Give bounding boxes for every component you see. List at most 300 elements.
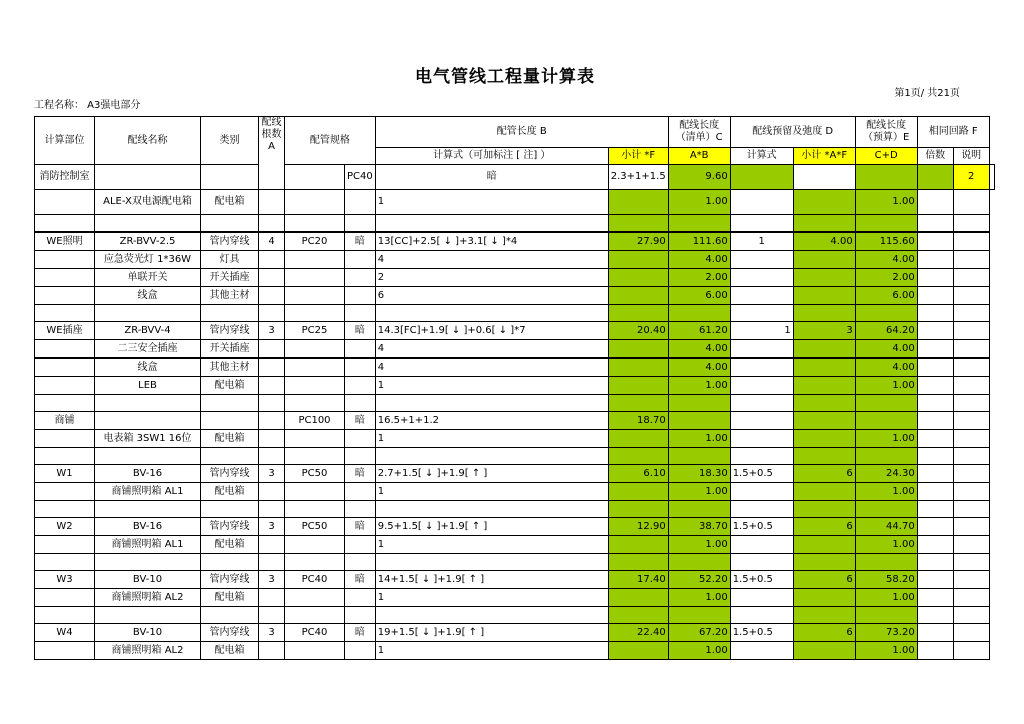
cell-formula: 2.3+1+1.5 bbox=[608, 165, 668, 190]
cell-formula: 13[CC]+2.5[ ↓ ]+3.1[ ↓ ]*4 bbox=[375, 232, 608, 251]
cell-type bbox=[201, 395, 259, 412]
cell-dept bbox=[35, 190, 95, 215]
header-same-circuit: 相同回路 F bbox=[917, 117, 989, 148]
cell-axb: 6.00 bbox=[668, 287, 730, 305]
table-row bbox=[35, 358, 995, 377]
page-number: 第1页/ 共21页 bbox=[894, 88, 960, 99]
cell-reserve-formula bbox=[730, 430, 793, 448]
cell-dept bbox=[35, 501, 95, 518]
cell-name: 线盒 bbox=[95, 358, 201, 377]
cell-reserve-sub: 4.00 bbox=[793, 232, 855, 251]
cell-note bbox=[953, 430, 989, 448]
cell-reserve-formula bbox=[730, 287, 793, 305]
cell-note bbox=[953, 395, 989, 412]
cell-note bbox=[953, 340, 989, 359]
cell-reserve-sub bbox=[793, 430, 855, 448]
table-row bbox=[35, 340, 995, 359]
cell-type: 管内穿线 bbox=[201, 465, 259, 483]
cell-count bbox=[259, 305, 285, 322]
cell-cpd bbox=[855, 215, 917, 233]
cell-reserve-formula bbox=[730, 607, 793, 624]
cell-dept: W4 bbox=[35, 624, 95, 642]
cell-cpd: 73.20 bbox=[855, 624, 917, 642]
cell-subtotal-f bbox=[608, 607, 668, 624]
cell-note bbox=[953, 483, 989, 501]
cell-count bbox=[259, 377, 285, 395]
cell-multiple bbox=[917, 483, 953, 501]
table-row bbox=[35, 554, 995, 571]
cell-axb: 1.00 bbox=[668, 642, 730, 660]
cell-subtotal-f bbox=[608, 305, 668, 322]
cell-multiple bbox=[917, 448, 953, 465]
cell-note bbox=[953, 358, 989, 377]
header-subtotal-f: 小计 *F bbox=[608, 148, 668, 165]
table-row bbox=[35, 536, 995, 554]
cell-subtotal-f: 27.90 bbox=[608, 232, 668, 251]
cell-spec bbox=[285, 305, 345, 322]
cell-type bbox=[201, 305, 259, 322]
cell-reserve-formula: 1 bbox=[730, 322, 793, 340]
cell-an bbox=[345, 377, 376, 395]
cell-reserve-formula bbox=[730, 483, 793, 501]
cell-dept bbox=[35, 607, 95, 624]
cell-subtotal-f bbox=[608, 340, 668, 359]
cell-count bbox=[259, 607, 285, 624]
cell-dept bbox=[35, 358, 95, 377]
cell-spec bbox=[285, 536, 345, 554]
cell-reserve-formula: 1.5+0.5 bbox=[730, 465, 793, 483]
cell-axb bbox=[668, 607, 730, 624]
cell-name bbox=[95, 448, 201, 465]
table-row bbox=[35, 269, 995, 287]
cell-count: 3 bbox=[259, 624, 285, 642]
header-dept: 计算部位 bbox=[35, 117, 95, 165]
table-row bbox=[35, 465, 995, 483]
cell-count bbox=[259, 340, 285, 359]
cell-dept bbox=[35, 251, 95, 269]
cell-count bbox=[285, 165, 345, 190]
cell-count bbox=[259, 269, 285, 287]
cell-spec: PC50 bbox=[285, 518, 345, 536]
cell-spec bbox=[285, 190, 345, 215]
cell-name: BV-16 bbox=[95, 465, 201, 483]
cell-axb: 52.20 bbox=[668, 571, 730, 589]
cell-cpd: 2.00 bbox=[855, 269, 917, 287]
cell-count bbox=[259, 536, 285, 554]
cell-count bbox=[259, 448, 285, 465]
cell-dept bbox=[35, 377, 95, 395]
cell-type bbox=[201, 215, 259, 233]
cell-note bbox=[953, 305, 989, 322]
cell-subtotal-f bbox=[608, 501, 668, 518]
cell-axb bbox=[668, 554, 730, 571]
cell-reserve-sub bbox=[793, 190, 855, 215]
cell-axb bbox=[668, 395, 730, 412]
cell-name bbox=[95, 165, 201, 190]
table-row bbox=[35, 571, 995, 589]
cell-multiple bbox=[917, 287, 953, 305]
table-row bbox=[35, 430, 995, 448]
header-multiple: 倍数 bbox=[917, 148, 953, 165]
cell-formula: 1 bbox=[375, 430, 608, 448]
cell-reserve-sub bbox=[793, 269, 855, 287]
header-reserve-sub: 小计 *A*F bbox=[793, 148, 855, 165]
cell-reserve-sub bbox=[793, 554, 855, 571]
cell-reserve-formula bbox=[730, 269, 793, 287]
cell-reserve-formula bbox=[730, 190, 793, 215]
header-reserve-formula: 计算式 bbox=[730, 148, 793, 165]
cell-cpd: 1.00 bbox=[855, 430, 917, 448]
cell-reserve-sub bbox=[793, 589, 855, 607]
cell-axb: 1.00 bbox=[668, 190, 730, 215]
header-type: 类别 bbox=[201, 117, 259, 165]
table-row bbox=[35, 518, 995, 536]
cell-reserve-sub bbox=[793, 536, 855, 554]
cell-multiple bbox=[917, 518, 953, 536]
cell-reserve-sub bbox=[855, 165, 917, 190]
cell-formula: 4 bbox=[375, 358, 608, 377]
cell-cpd: 115.60 bbox=[855, 232, 917, 251]
cell-an: 暗 bbox=[375, 165, 608, 190]
cell-name: LEB bbox=[95, 377, 201, 395]
cell-name: ALE-X双电源配电箱 bbox=[95, 190, 201, 215]
table-row bbox=[35, 322, 995, 340]
cell-dept: 商铺 bbox=[35, 412, 95, 430]
cell-axb: 111.60 bbox=[668, 232, 730, 251]
cell-reserve-sub bbox=[793, 305, 855, 322]
cell-subtotal-f bbox=[608, 377, 668, 395]
cell-type: 其他主材 bbox=[201, 287, 259, 305]
cell-spec bbox=[285, 269, 345, 287]
cell-count bbox=[259, 483, 285, 501]
cell-dept bbox=[35, 554, 95, 571]
cell-reserve-formula bbox=[793, 165, 855, 190]
cell-an bbox=[345, 501, 376, 518]
table-row bbox=[35, 165, 995, 190]
cell-formula: 4 bbox=[375, 251, 608, 269]
cell-reserve-sub bbox=[793, 251, 855, 269]
cell-an bbox=[345, 536, 376, 554]
cell-name: 商铺照明箱 AL1 bbox=[95, 536, 201, 554]
cell-spec bbox=[285, 589, 345, 607]
cell-dept bbox=[35, 395, 95, 412]
cell-an bbox=[345, 340, 376, 359]
cell-reserve-formula bbox=[730, 305, 793, 322]
cell-an bbox=[345, 269, 376, 287]
cell-multiple bbox=[917, 589, 953, 607]
table-row bbox=[35, 305, 995, 322]
header-reserve: 配线预留及弛度 D bbox=[730, 117, 855, 148]
cell-cpd: 4.00 bbox=[855, 358, 917, 377]
cell-count bbox=[259, 430, 285, 448]
cell-subtotal-f bbox=[608, 395, 668, 412]
table-row bbox=[35, 607, 995, 624]
cell-dept: W1 bbox=[35, 465, 95, 483]
cell-type bbox=[201, 448, 259, 465]
cell-reserve-sub bbox=[793, 501, 855, 518]
cell-multiple bbox=[917, 642, 953, 660]
cell-dept bbox=[35, 589, 95, 607]
cell-subtotal-f: 20.40 bbox=[608, 322, 668, 340]
cell-count: 4 bbox=[259, 232, 285, 251]
cell-name bbox=[95, 607, 201, 624]
header-name: 配线名称 bbox=[95, 117, 201, 165]
cell-formula: 2.7+1.5[ ↓ ]+1.9[ ↑ ] bbox=[375, 465, 608, 483]
cell-count: 3 bbox=[259, 518, 285, 536]
cell-reserve-formula bbox=[730, 215, 793, 233]
cell-multiple bbox=[917, 377, 953, 395]
cell-type: 配电箱 bbox=[201, 483, 259, 501]
cell-count: 3 bbox=[259, 571, 285, 589]
cell-formula: 14+1.5[ ↓ ]+1.9[ ↑ ] bbox=[375, 571, 608, 589]
cell-name: 商铺照明箱 AL2 bbox=[95, 589, 201, 607]
cell-formula: 14.3[FC]+1.9[ ↓ ]+0.6[ ↓ ]*7 bbox=[375, 322, 608, 340]
cell-an bbox=[345, 642, 376, 660]
cell-name: 应急荧光灯 1*36W bbox=[95, 251, 201, 269]
cell-type: 管内穿线 bbox=[201, 571, 259, 589]
cell-name: ZR-BVV-2.5 bbox=[95, 232, 201, 251]
cell-spec: PC20 bbox=[285, 232, 345, 251]
header-note: 说明 bbox=[953, 148, 989, 165]
cell-an bbox=[345, 483, 376, 501]
cell-formula: 1 bbox=[375, 536, 608, 554]
cell-dept: W2 bbox=[35, 518, 95, 536]
cell-name: 商铺照明箱 AL1 bbox=[95, 483, 201, 501]
cell-count bbox=[259, 395, 285, 412]
cell-name: BV-10 bbox=[95, 624, 201, 642]
cell-spec bbox=[285, 554, 345, 571]
header-spec: 配管规格 bbox=[285, 117, 376, 165]
cell-type: 配电箱 bbox=[201, 377, 259, 395]
cell-spec bbox=[285, 642, 345, 660]
cell-axb: 1.00 bbox=[668, 589, 730, 607]
cell-axb: 4.00 bbox=[668, 251, 730, 269]
cell-an: 暗 bbox=[345, 412, 376, 430]
cell-dept bbox=[35, 305, 95, 322]
cell-type bbox=[201, 501, 259, 518]
cell-reserve-formula bbox=[730, 358, 793, 377]
cell-axb bbox=[668, 412, 730, 430]
cell-subtotal-f bbox=[608, 589, 668, 607]
cell-subtotal-f: 18.70 bbox=[608, 412, 668, 430]
cell-spec bbox=[285, 607, 345, 624]
cell-note bbox=[953, 518, 989, 536]
cell-spec bbox=[285, 251, 345, 269]
cell-dept bbox=[35, 483, 95, 501]
header-count: 配线根数A bbox=[259, 117, 285, 190]
cell-name: 二三安全插座 bbox=[95, 340, 201, 359]
cell-an bbox=[345, 554, 376, 571]
cell-spec: PC50 bbox=[285, 465, 345, 483]
cell-formula bbox=[375, 305, 608, 322]
cell-subtotal-f: 9.60 bbox=[668, 165, 730, 190]
cell-note bbox=[953, 251, 989, 269]
cell-axb bbox=[730, 165, 793, 190]
cell-cpd bbox=[855, 554, 917, 571]
cell-cpd bbox=[855, 305, 917, 322]
cell-reserve-formula bbox=[730, 536, 793, 554]
cell-axb: 2.00 bbox=[668, 269, 730, 287]
cell-spec bbox=[285, 448, 345, 465]
cell-reserve-sub bbox=[793, 483, 855, 501]
cell-cpd: 44.70 bbox=[855, 518, 917, 536]
cell-reserve-sub: 6 bbox=[793, 465, 855, 483]
cell-an: 暗 bbox=[345, 571, 376, 589]
cell-dept bbox=[35, 287, 95, 305]
cell-name bbox=[95, 395, 201, 412]
table-row bbox=[35, 448, 995, 465]
cell-axb: 1.00 bbox=[668, 430, 730, 448]
cell-multiple bbox=[917, 412, 953, 430]
cell-type: 管内穿线 bbox=[201, 232, 259, 251]
cell-subtotal-f: 12.90 bbox=[608, 518, 668, 536]
cell-type: 配电箱 bbox=[201, 430, 259, 448]
cell-count bbox=[259, 589, 285, 607]
cell-name bbox=[95, 501, 201, 518]
cell-an bbox=[345, 589, 376, 607]
cell-spec bbox=[285, 483, 345, 501]
cell-formula bbox=[375, 448, 608, 465]
cell-dept bbox=[35, 448, 95, 465]
cell-note bbox=[953, 448, 989, 465]
cell-name bbox=[95, 554, 201, 571]
cell-note bbox=[953, 322, 989, 340]
cell-spec bbox=[285, 358, 345, 377]
cell-count bbox=[259, 251, 285, 269]
cell-count bbox=[259, 412, 285, 430]
calc-table bbox=[34, 116, 995, 660]
cell-reserve-formula bbox=[730, 412, 793, 430]
cell-multiple bbox=[917, 465, 953, 483]
cell-type: 灯具 bbox=[201, 251, 259, 269]
cell-type bbox=[201, 554, 259, 571]
cell-an bbox=[345, 190, 376, 215]
cell-type bbox=[201, 165, 259, 190]
cell-formula: 1 bbox=[375, 589, 608, 607]
cell-axb: 1.00 bbox=[668, 483, 730, 501]
table-row bbox=[35, 642, 995, 660]
cell-count bbox=[259, 215, 285, 233]
header-wire-len: 配线长度（清单）C bbox=[668, 117, 730, 148]
cell-multiple bbox=[917, 536, 953, 554]
cell-spec bbox=[285, 501, 345, 518]
cell-reserve-sub bbox=[793, 340, 855, 359]
cell-dept: W3 bbox=[35, 571, 95, 589]
cell-multiple bbox=[917, 624, 953, 642]
cell-cpd: 64.20 bbox=[855, 322, 917, 340]
cell-subtotal-f: 6.10 bbox=[608, 465, 668, 483]
cell-spec bbox=[285, 395, 345, 412]
table-row bbox=[35, 251, 995, 269]
cell-cpd: 6.00 bbox=[855, 287, 917, 305]
cell-cpd: 58.20 bbox=[855, 571, 917, 589]
cell-formula: 1 bbox=[375, 190, 608, 215]
table-row bbox=[35, 190, 995, 215]
cell-dept: WE插座 bbox=[35, 322, 95, 340]
cell-reserve-formula: 1.5+0.5 bbox=[730, 518, 793, 536]
cell-reserve-sub bbox=[793, 395, 855, 412]
header-pipe-len: 配管长度 B bbox=[375, 117, 668, 148]
cell-name bbox=[95, 412, 201, 430]
cell-formula: 2 bbox=[375, 269, 608, 287]
table-row bbox=[35, 412, 995, 430]
cell-name: 单联开关 bbox=[95, 269, 201, 287]
cell-spec bbox=[285, 287, 345, 305]
cell-axb bbox=[668, 305, 730, 322]
cell-multiple bbox=[917, 607, 953, 624]
cell-reserve-formula bbox=[730, 395, 793, 412]
cell-note bbox=[953, 536, 989, 554]
cell-reserve-formula bbox=[730, 448, 793, 465]
cell-cpd bbox=[917, 165, 953, 190]
cell-an bbox=[345, 251, 376, 269]
cell-note bbox=[953, 642, 989, 660]
cell-name: 电表箱 3SW1 16位 bbox=[95, 430, 201, 448]
cell-dept bbox=[35, 215, 95, 233]
cell-note bbox=[953, 589, 989, 607]
cell-note bbox=[953, 232, 989, 251]
cell-name: 商铺照明箱 AL2 bbox=[95, 642, 201, 660]
cell-count: 3 bbox=[259, 465, 285, 483]
cell-note bbox=[953, 190, 989, 215]
cell-count bbox=[259, 642, 285, 660]
cell-subtotal-f bbox=[608, 215, 668, 233]
cell-an bbox=[345, 287, 376, 305]
cell-reserve-formula bbox=[730, 642, 793, 660]
cell-reserve-sub bbox=[793, 607, 855, 624]
cell-count bbox=[259, 554, 285, 571]
cell-subtotal-f bbox=[608, 642, 668, 660]
cell-type: 配电箱 bbox=[201, 536, 259, 554]
cell-subtotal-f bbox=[608, 251, 668, 269]
project-name: 工程名称： A3强电部分 bbox=[34, 100, 141, 111]
cell-cpd bbox=[855, 412, 917, 430]
cell-note bbox=[953, 412, 989, 430]
cell-subtotal-f: 22.40 bbox=[608, 624, 668, 642]
cell-note bbox=[953, 624, 989, 642]
cell-multiple bbox=[917, 571, 953, 589]
cell-formula: 16.5+1+1.2 bbox=[375, 412, 608, 430]
cell-multiple bbox=[917, 305, 953, 322]
cell-cpd bbox=[855, 607, 917, 624]
header-axb: A*B bbox=[668, 148, 730, 165]
cell-note bbox=[953, 571, 989, 589]
cell-type: 配电箱 bbox=[201, 589, 259, 607]
cell-note bbox=[953, 287, 989, 305]
cell-dept bbox=[35, 536, 95, 554]
cell-subtotal-f bbox=[608, 448, 668, 465]
cell-an bbox=[345, 305, 376, 322]
cell-formula bbox=[375, 395, 608, 412]
cell-an: 暗 bbox=[345, 465, 376, 483]
header-wire-budget: 配线长度（预算）E bbox=[855, 117, 917, 148]
cell-name: BV-16 bbox=[95, 518, 201, 536]
cell-reserve-sub bbox=[793, 215, 855, 233]
cell-reserve-formula bbox=[730, 554, 793, 571]
cell-dept bbox=[35, 269, 95, 287]
cell-spec bbox=[285, 430, 345, 448]
cell-note bbox=[989, 165, 994, 190]
cell-type bbox=[201, 607, 259, 624]
cell-cpd: 1.00 bbox=[855, 589, 917, 607]
cell-cpd bbox=[855, 395, 917, 412]
table-row bbox=[35, 287, 995, 305]
cell-spec bbox=[285, 340, 345, 359]
cell-dept bbox=[35, 430, 95, 448]
cell-formula: 19+1.5[ ↓ ]+1.9[ ↑ ] bbox=[375, 624, 608, 642]
cell-subtotal-f bbox=[608, 269, 668, 287]
cell-reserve-formula bbox=[730, 501, 793, 518]
